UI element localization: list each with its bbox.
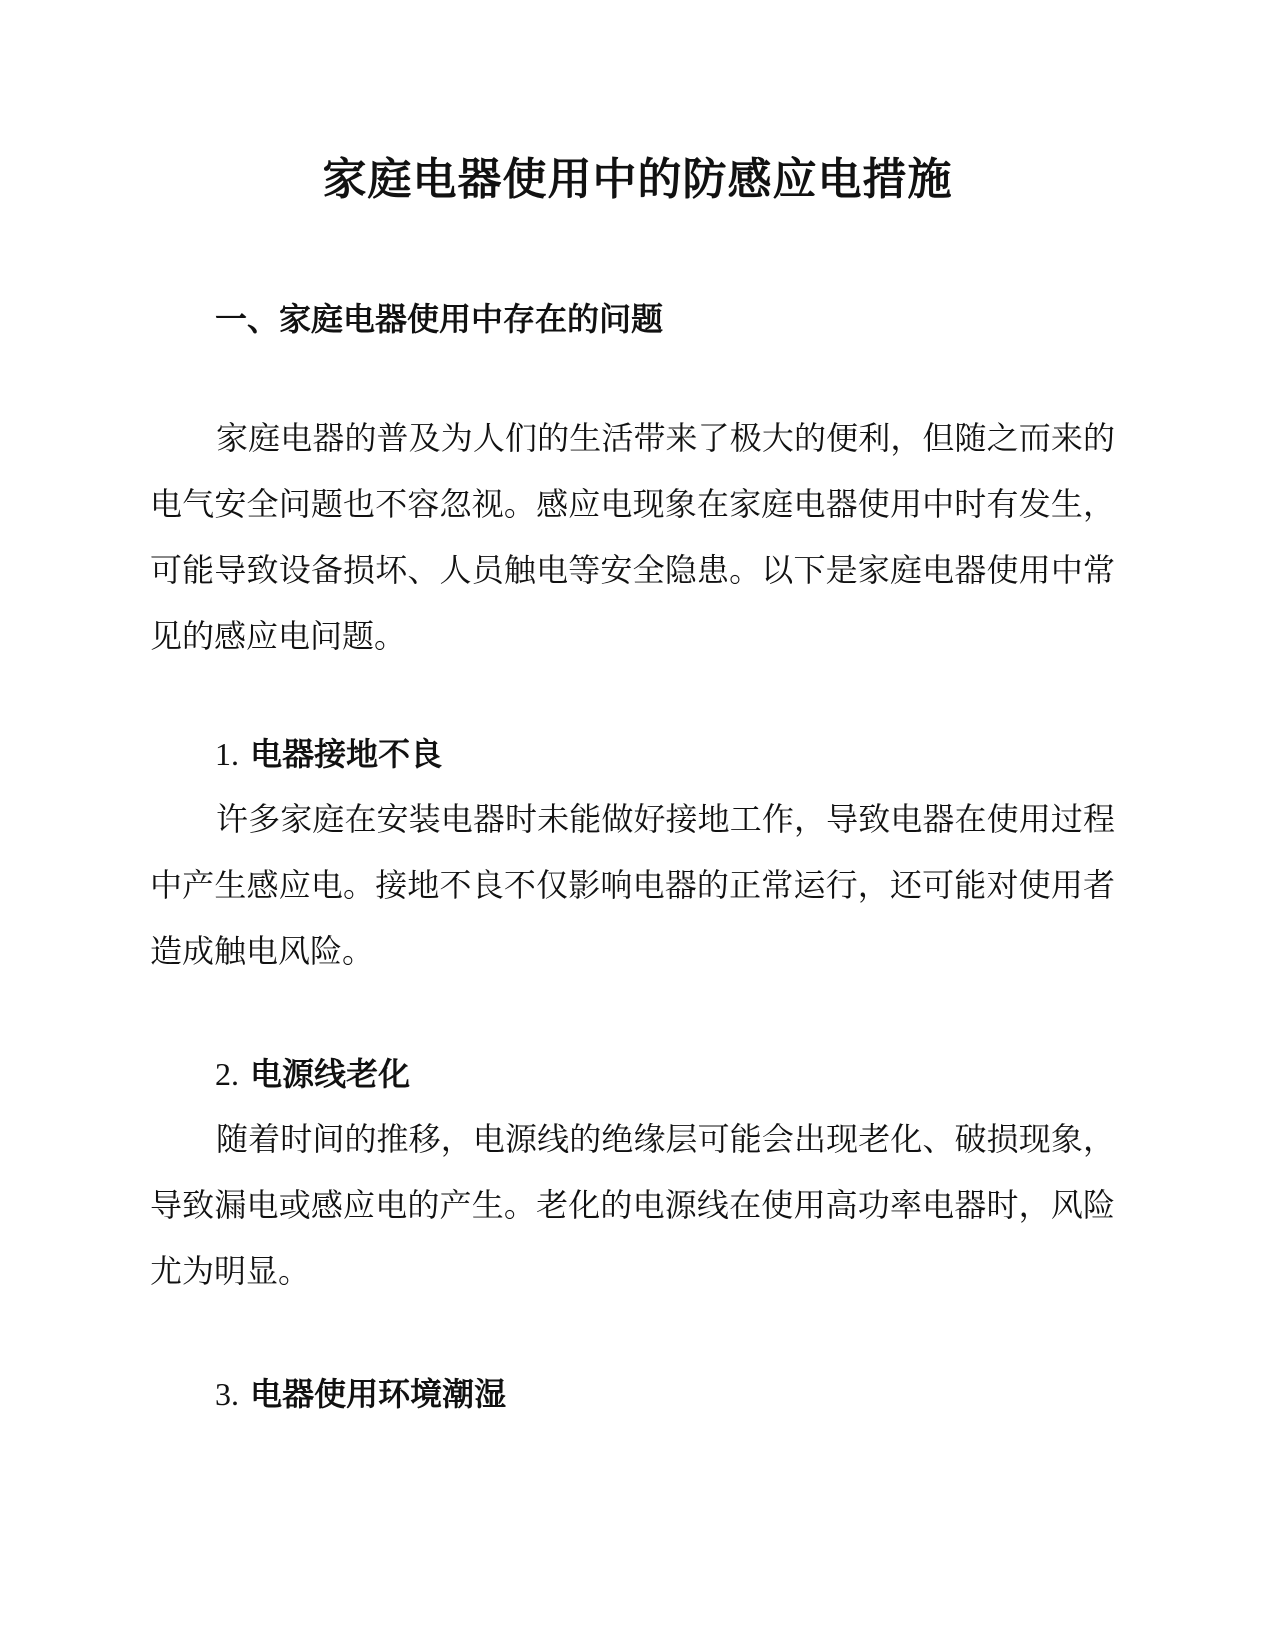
item-2-body: 随着时间的推移，电源线的绝缘层可能会出现老化、破损现象，导致漏电或感应电的产生。老化的电源线在使用高功率电器时，风险尤为明显。 [150, 1120, 1115, 1290]
item-1-body: 许多家庭在安装电器时未能做好接地工作，导致电器在使用过程中产生感应电。接地不良不仅影响电器的正常运行，还可能对使用者造成触电风险。 [150, 800, 1115, 970]
item-2-title: 电源线老化 [250, 1055, 411, 1093]
item-3-title: 电器使用环境潮湿 [250, 1375, 507, 1413]
item-3-number: 3. [215, 1376, 239, 1412]
item-2-number: 2. [215, 1056, 239, 1092]
item-1-heading [215, 730, 442, 778]
item-1-title: 电器接地不良 [250, 735, 443, 773]
intro-paragraph: 家庭电器的普及为人们的生活带来了极大的便利，但随之而来的电气安全问题也不容忽视。感应电现象在家庭电器使用中时有发生，可能导致设备损坏、人员触电等安全隐患。以下是家庭电器使用中常见的感应电问题。 [150, 419, 1115, 655]
item-2-heading [215, 1050, 410, 1098]
section-heading: 一、家庭电器使用中存在的问题 [215, 300, 664, 338]
item-1-number: 1. [215, 736, 239, 772]
item-3-heading [215, 1370, 506, 1418]
document-title: 家庭电器使用中的防感应电措施 [322, 154, 953, 205]
